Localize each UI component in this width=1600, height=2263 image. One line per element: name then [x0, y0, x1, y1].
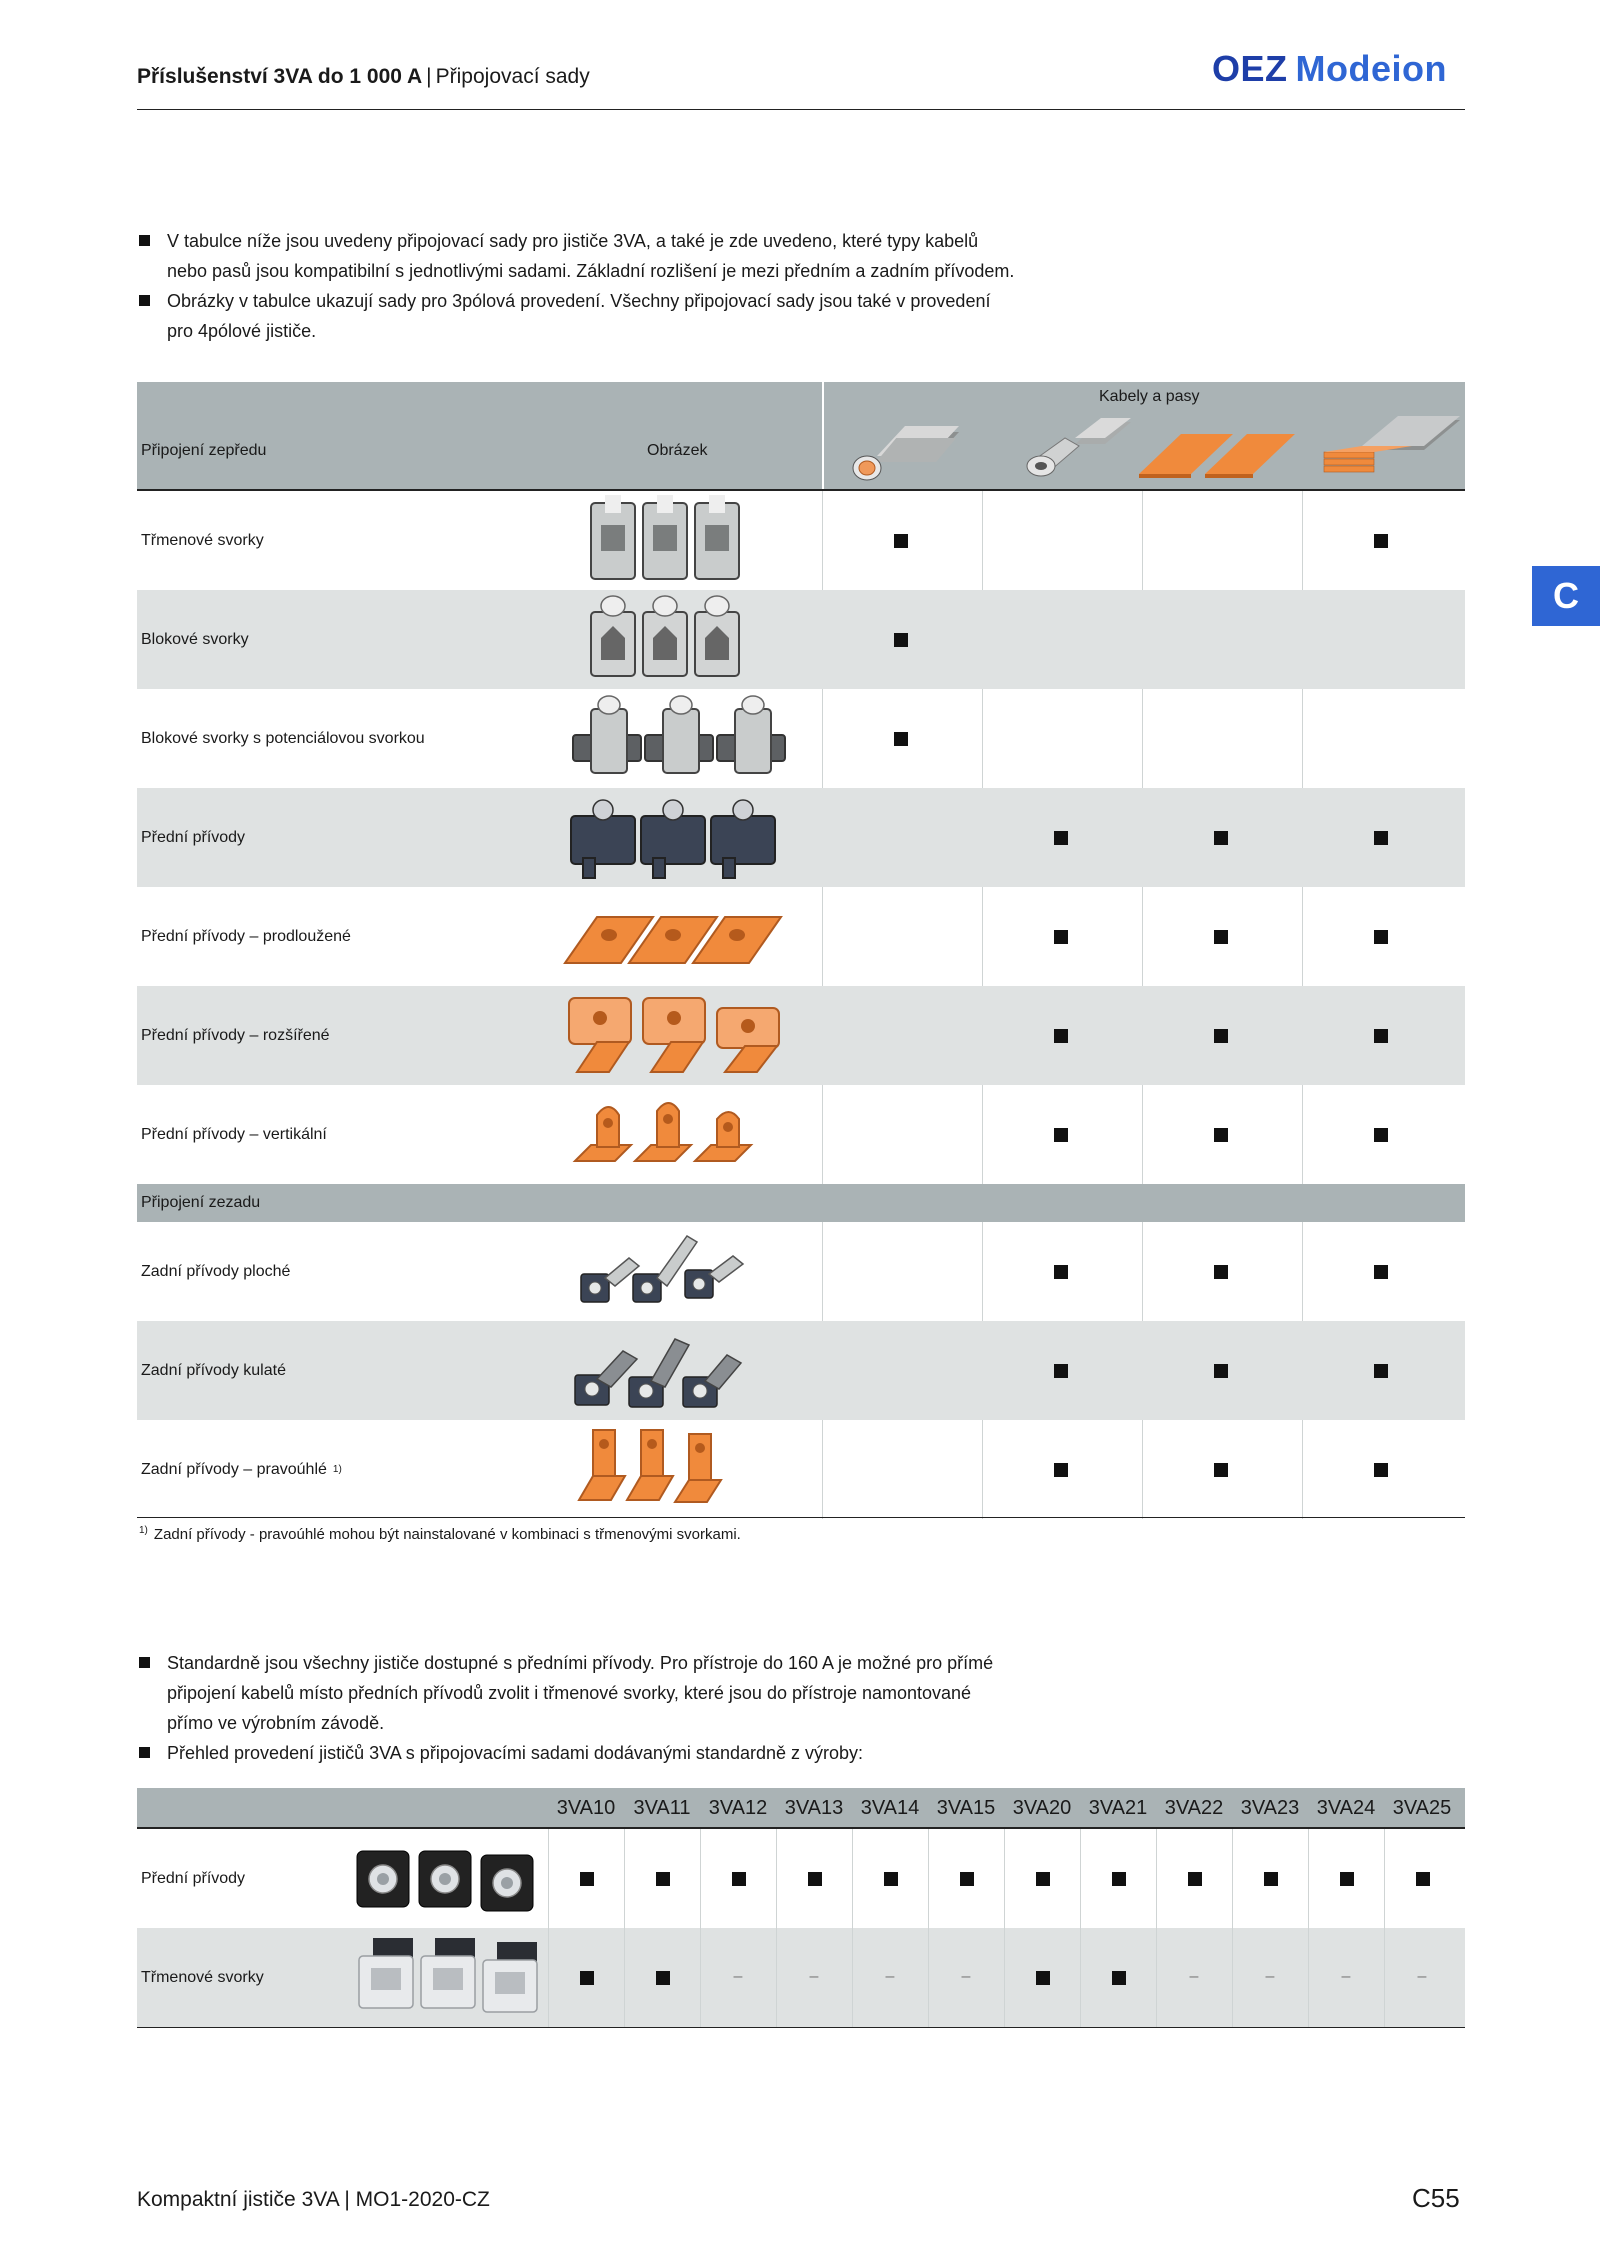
- column-header: 3VA15: [936, 1796, 996, 1819]
- row-label: Přední přívody – prodloužené: [141, 927, 351, 945]
- footnote-ref: 1): [332, 1464, 342, 1475]
- front-terminals-image: [557, 788, 837, 887]
- not-available-dash: –: [1265, 1968, 1275, 1985]
- logo-oez: OEZ: [1212, 48, 1288, 89]
- table-bottom-rule: [137, 2027, 1465, 2028]
- extended-terminals-image: [557, 887, 837, 986]
- table-bottom-rule: [137, 1517, 1465, 1518]
- column-header: 3VA22: [1164, 1796, 1224, 1819]
- oez-modeion-logo: [1212, 48, 1447, 90]
- header-title-regular: Připojovací sady: [435, 65, 590, 88]
- header-divider: [137, 109, 1465, 110]
- footnote-text: Zadní přívody - pravoúhlé mohou být nainstalované v kombinaci s třmenovými svorkami.: [153, 1526, 741, 1543]
- vertical-terminals-image: [557, 1085, 837, 1184]
- box-terminals-image: [557, 491, 837, 590]
- bullet-item: Standardně jsou všechny jističe dostupné s předními přívody. Pro přístroje do 160 A je možné pro přímé připojení kabelů místo předních přívodů zvolit i třmenové svorky, které jsou do přístroje namontované přímo ve výrobním závodě.: [137, 1648, 1017, 1738]
- column-header: 3VA12: [708, 1796, 768, 1819]
- table-row: [137, 986, 1465, 1085]
- column-header: 3VA11: [633, 1796, 691, 1819]
- copper-bars-icon: [1137, 420, 1297, 480]
- footnote-marker: 1): [139, 1525, 148, 1536]
- footer-publication: Kompaktní jističe 3VA | MO1-2020-CZ: [137, 2188, 490, 2211]
- section-rear-connection: [137, 1184, 1465, 1222]
- header-separator: |: [426, 65, 432, 88]
- column-header: 3VA13: [784, 1796, 844, 1819]
- not-available-dash: –: [1189, 1968, 1199, 1985]
- laminated-busbar-icon: [1322, 416, 1462, 482]
- column-header: 3VA21: [1088, 1796, 1148, 1819]
- not-available-dash: –: [961, 1968, 971, 1985]
- rear-flat-image: [557, 1222, 837, 1321]
- page-header-title: [137, 62, 590, 92]
- not-available-dash: –: [1417, 1968, 1427, 1985]
- row-label-text: Zadní přívody – pravoúhlé: [141, 1460, 327, 1478]
- front-terminals-product-image: [351, 1839, 547, 1919]
- row-label: Přední přívody: [141, 828, 246, 846]
- chapter-tab: C: [1532, 566, 1600, 626]
- row-label: Blokové svorky s potenciálovou svorkou: [141, 729, 425, 747]
- row-label: Zadní přívody kulaté: [141, 1361, 286, 1379]
- box-terminals-product-image: [351, 1934, 547, 2022]
- column-header: 3VA14: [860, 1796, 920, 1819]
- table-row: [137, 1928, 1465, 2027]
- row-label: Zadní přívody ploché: [141, 1262, 291, 1280]
- table-row: [137, 1085, 1465, 1184]
- table-row: [137, 1420, 1465, 1519]
- not-available-dash: –: [885, 1968, 895, 1985]
- row-label: Přední přívody: [141, 1869, 246, 1887]
- rear-angled-image: [557, 1420, 837, 1519]
- cable-lug-icon: [1017, 416, 1137, 482]
- block-terminals-potential-image: [557, 689, 837, 788]
- table-row: [137, 1321, 1465, 1420]
- column-header: 3VA24: [1316, 1796, 1376, 1819]
- bullet-item: Přehled provedení jističů 3VA s připojovacími sadami dodávanými standardně z výroby:: [137, 1738, 1017, 1768]
- not-available-dash: –: [809, 1968, 819, 1985]
- header-cables-bars: Kabely a pasy: [1099, 388, 1200, 405]
- column-header: 3VA10: [556, 1796, 616, 1819]
- table-row: [137, 491, 1465, 590]
- row-label: Třmenové svorky: [141, 531, 264, 549]
- intro-bullets: [137, 226, 1017, 346]
- block-terminals-image: [557, 590, 837, 689]
- spreader-terminals-image: [557, 986, 837, 1085]
- table-row: [137, 1222, 1465, 1321]
- table-footnote: [139, 1525, 741, 1543]
- section-label: Připojení zezadu: [141, 1194, 261, 1211]
- table-row: [137, 1829, 1465, 1928]
- not-available-dash: –: [1341, 1968, 1351, 1985]
- table-row: [137, 590, 1465, 689]
- row-label: Třmenové svorky: [141, 1968, 264, 1986]
- page-number: C55: [1412, 2183, 1460, 2213]
- rear-round-image: [557, 1321, 837, 1420]
- column-header: 3VA23: [1240, 1796, 1300, 1819]
- column-header: 3VA25: [1392, 1796, 1452, 1819]
- not-available-dash: –: [733, 1968, 743, 1985]
- column-header: 3VA20: [1012, 1796, 1072, 1819]
- row-label: [141, 1420, 342, 1519]
- table-row: [137, 887, 1465, 986]
- row-label: Přední přívody – rozšířené: [141, 1026, 330, 1044]
- header-front-connection: Připojení zepředu: [141, 442, 267, 459]
- table-row: [137, 788, 1465, 887]
- row-label: Blokové svorky: [141, 630, 249, 648]
- bullet-item: V tabulce níže jsou uvedeny připojovací sady pro jističe 3VA, a také je zde uvedeno, které typy kabelů nebo pasů jsou kompatibilní s jednotlivými sadami. Základní rozlišení je mezi předním a zadním přívodem.: [137, 226, 1017, 286]
- header-image: Obrázek: [647, 442, 708, 459]
- header-column-separator: [822, 382, 824, 490]
- header-title-bold: Příslušenství 3VA do 1 000 A: [137, 65, 423, 88]
- standard-versions-table: [137, 1788, 1465, 2028]
- standard-bullets: [137, 1648, 1017, 1768]
- bullet-item: Obrázky v tabulce ukazují sady pro 3pólová provedení. Všechny připojovací sady jsou také v provedení pro 4pólové jističe.: [137, 286, 1017, 346]
- logo-modeion: Modeion: [1295, 48, 1447, 89]
- round-cable-icon: [847, 418, 967, 482]
- connection-sets-table: [137, 382, 1465, 1518]
- table-row: [137, 689, 1465, 788]
- row-label: Přední přívody – vertikální: [141, 1125, 327, 1143]
